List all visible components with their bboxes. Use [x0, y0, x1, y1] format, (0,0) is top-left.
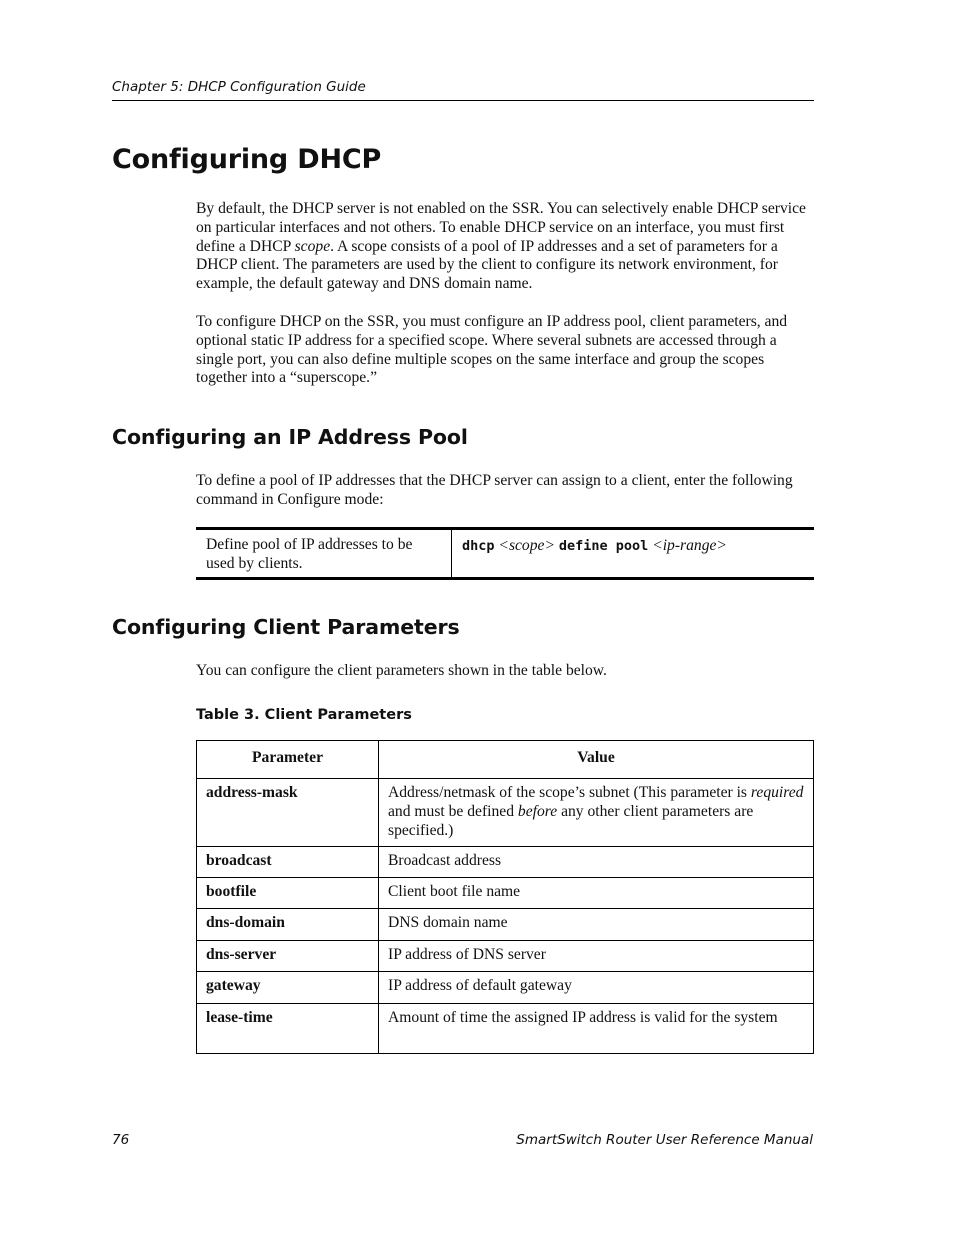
manual-title: SmartSwitch Router User Reference Manual [516, 1132, 813, 1148]
table-caption: Table 3. Client Parameters [196, 707, 412, 723]
value-emphasis: required [750, 784, 804, 801]
section-heading-pool: Configuring an IP Address Pool [112, 425, 468, 449]
value-cell: IP address of DNS server [379, 941, 814, 972]
page-number: 76 [112, 1132, 130, 1148]
intro-scope-term: scope [294, 237, 331, 255]
value-text: any other client parameters are specified.) [388, 802, 754, 839]
pool-paragraph: To define a pool of IP addresses that the DHCP server can assign to a client, enter the following command in Configure mode: [196, 472, 793, 508]
parameter-cell: broadcast [197, 847, 379, 878]
intro-paragraph-1 [196, 200, 814, 294]
command-keyword: dhcp [462, 538, 495, 554]
intro-text-a: By default, the DHCP server is not enabled on the SSR. You can selectively enable DHCP service on particular interfaces and not others. To enable DHCP service on an interface, you must first define a DHCP [196, 200, 806, 255]
value-emphasis: before [517, 802, 558, 820]
table-row [197, 847, 814, 878]
value-cell: IP address of default gateway [379, 972, 814, 1004]
value-text: and must be defined [388, 802, 518, 820]
running-head: Chapter 5: DHCP Configuration Guide [112, 79, 814, 101]
command-description: Define pool of IP addresses to be used by clients. [196, 530, 452, 577]
command-table [196, 527, 814, 580]
client-paragraph: You can configure the client parameters shown in the table below. [196, 662, 607, 679]
column-header-value: Value [379, 741, 814, 779]
value-cell: Client boot file name [379, 878, 814, 909]
command-argument: <scope> [498, 537, 555, 554]
parameter-cell: dns-server [197, 941, 379, 972]
table-row [197, 779, 814, 847]
table-row [197, 878, 814, 909]
command-argument: <ip-range> [652, 537, 727, 554]
value-cell: Amount of time the assigned IP address is valid for the system [379, 1004, 814, 1054]
parameter-cell: bootfile [197, 878, 379, 909]
table-row [197, 972, 814, 1004]
value-cell: DNS domain name [379, 909, 814, 941]
table-header-row [197, 741, 814, 779]
client-parameters-table [196, 740, 814, 1054]
command-keyword: define pool [558, 538, 649, 554]
table-row [197, 909, 814, 941]
value-cell [379, 779, 814, 847]
parameter-cell: address-mask [197, 779, 379, 847]
intro-paragraph-2: To configure DHCP on the SSR, you must configure an IP address pool, client parameters, and optional static IP address for a specified scope. Where several subnets are accessed through a single port, you can also define multiple scopes on the same interface and group the scopes together into a “superscope.” [196, 313, 788, 387]
intro-text-b: . A scope consists of a pool of IP addresses and a set of parameters for a DHCP client. The parameters are used by the client to configure its network environment, for example, the default gateway and DNS domain name. [196, 237, 778, 293]
column-header-parameter: Parameter [197, 741, 379, 779]
parameter-cell: dns-domain [197, 909, 379, 941]
table-row [197, 1004, 814, 1054]
value-cell: Broadcast address [379, 847, 814, 878]
value-text: Address/netmask of the scope’s subnet (This parameter is [388, 784, 751, 801]
command-syntax [452, 530, 814, 577]
parameter-cell: lease-time [197, 1004, 379, 1054]
page-title: Configuring DHCP [112, 144, 382, 175]
parameter-cell: gateway [197, 972, 379, 1004]
section-heading-client: Configuring Client Parameters [112, 615, 460, 639]
table-row [197, 941, 814, 972]
